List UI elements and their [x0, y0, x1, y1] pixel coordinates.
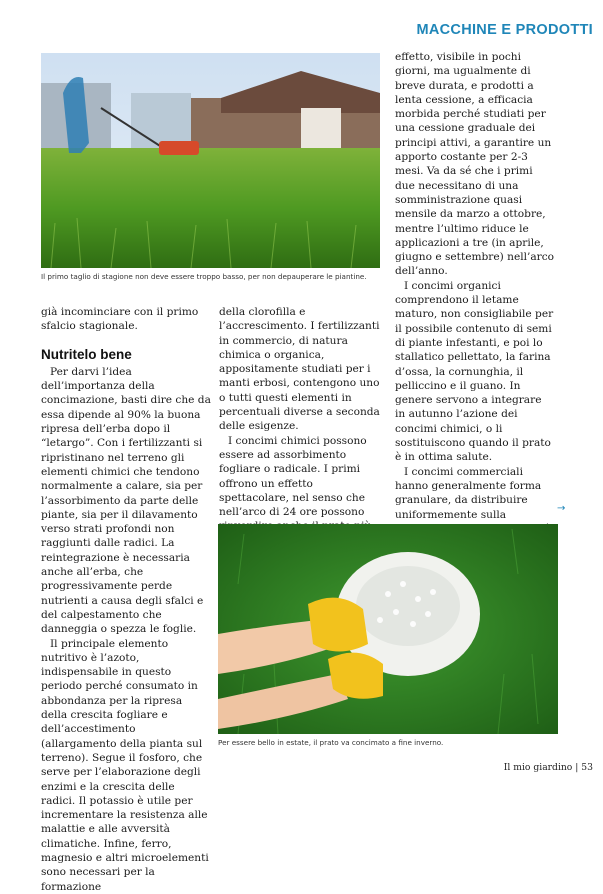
section-title: MACCHINE E PRODOTTI — [416, 22, 593, 38]
page-footer — [504, 762, 593, 773]
magazine-name: Il mio giardino — [503, 762, 573, 773]
section-heading: Nutritelo bene — [41, 346, 132, 362]
bottom-photo-caption: Per essere bello in estate, il prato va concimato a fine inverno. — [218, 738, 444, 747]
paragraph: I concimi commerciali hanno generalmente forma granulare, da distribuire uniformemente sulla — [395, 465, 542, 521]
column-1 — [41, 305, 211, 894]
fertilizer-hands-photo — [218, 524, 558, 734]
paragraph: della clorofilla e l’accrescimento. I fertilizzanti in commercio, di natura chimica o organica, appositamente studiati per i manti erbosi, contengono uno o tutti questi elementi in percentuali diverse a seconda delle esigenze. — [219, 306, 380, 433]
lawn-mowing-photo — [41, 53, 380, 268]
top-photo-caption: Il primo taglio di stagione non deve essere troppo basso, per non depauperare le piantine. — [41, 272, 367, 281]
paragraph: Per darvi l’idea dell’importanza della concimazione, basti dire che da essa dipende al 90% la buona ripresa dell’erba dopo il “letargo”. Con i fertilizzanti si ripristinano nel terreno gli elementi chimici che tendono normalmente a calare, sia per l’assorbimento da parte delle piante, sia per il dilavamento verso strati profondi non raggiunti dalle radici. La reintegrazione è necessaria anche all’erba, che progressivamente perde nutrienti a causa degli sfalci e del calpestamento che danneggia o spezza le foglie. — [41, 365, 211, 636]
footer-separator: | — [575, 762, 579, 773]
paragraph: I concimi organici comprendono il letame maturo, non consigliabile per il possibile contenuto di semi di piante infestanti, e poi lo stallatico pellettato, la farina d’ossa, la cornunghia, il pelliccino e il guano. In genere servono a integrare in autunno l’azione dei concimi chimici, o li sostituiscono quando il prato è in ottima salute. — [395, 279, 554, 464]
column-1-intro: già incominciare con il primo sfalcio stagionale. — [41, 306, 199, 333]
paragraph: I concimi chimici possono essere ad assorbimento fogliare o radicale. I primi offrono un effetto spettacolare, nel senso che nell’arco di 24 ore possono — [219, 434, 367, 519]
continue-arrow-icon: → — [557, 503, 566, 514]
paragraph: Il principale elemento nutritivo è l’azoto, indispensabile in questo periodo perché consumato in abbondanza per la ripresa della crescita fogliare e dell’accestimento (allargamento della pianta sul terreno). Segue il fosforo, che serve per l’elaborazione degli enzimi e la crescita delle radici. Il potassio è utile per incrementare la resistenza alle malattie e alle avversità climatiche. Infine, ferro, magnesio e altri microelementi sono necessari per la formazione — [41, 637, 209, 893]
page-number: 53 — [581, 762, 593, 773]
paragraph: effetto, visibile in pochi giorni, ma ugualmente di breve durata, e prodotti a lenta cessione, a efficacia morbida perché studiati per una cessione graduale dei principi attivi, a garantire un apporto costante per 2-3 mesi. Va da sé che i primi due necessitano di una somministrazione quasi mensile da marzo a ottobre, mentre l’ultimo riduce le applicazioni a tre (in aprile, giugno e settembre) nell’arco dell’anno. — [395, 51, 555, 278]
